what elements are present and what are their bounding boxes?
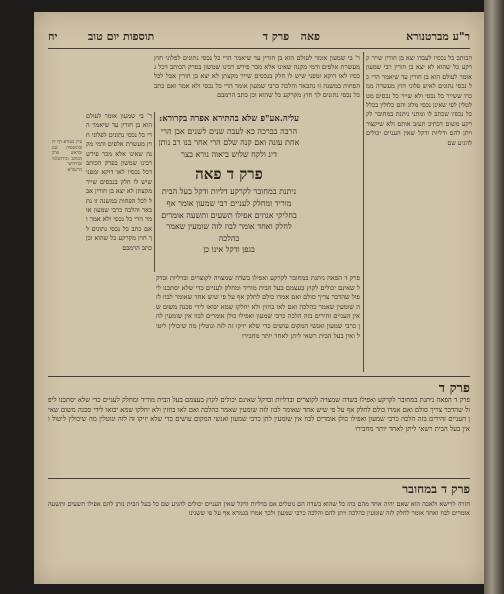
header-folio: יח (48, 30, 58, 43)
left-commentary-column (86, 112, 152, 372)
mishnah-closing: בגפן ודקל אינו כן (203, 245, 255, 255)
footer-commentary-block (48, 500, 470, 572)
mishnah-chapter-body: ניתנת במחובר לקרקע דליות ודקל בעל הבית מוריד ומחלק לעניים רבי שמעון אומר אף בחליקי אגוזים אפילו תשעים ותשעה אומרים לחלק ואחד אומר לבוז לזה שומעין שאמר כהלכה (161, 187, 297, 243)
book-page (34, 12, 484, 584)
header-supercommentary: תוספות יום טוב (88, 30, 155, 43)
center-commentary-band (156, 274, 360, 374)
footer-chapter-heading: פרק ד במחובר (402, 482, 470, 496)
lower-rule (48, 478, 470, 479)
running-header (48, 30, 470, 46)
mishnah-text-block (156, 114, 302, 270)
margin-notes-text: עיין בגמרא דף יח ובתוספות שם ובראש פרק הכותב ובירושלמי ובחידושי הרשב"א (52, 140, 82, 173)
margin-notes (52, 140, 82, 184)
column-divider-left (154, 112, 155, 272)
center-commentary-text: פרק ד הפאה ניתנת במחובר לקרקע ואפילו בשדה שמצויה לקוצרים ובדליות ובדקל שאינם יכולים לקוץ בעצמם בעל הבית מוריד ומחלק לעניים כדי שלא יסתכנו ליפול שהדבר צריך סולם ואם אמרו כולם לחלק אף על פי שיש אחד שאומר לבוז לזה שומעין שאמר כהלכה ואם לאו בוזזין ולא יחלקו שמא יבואו לידי סכנה משום שאין העניים זהירים בזה הלכה כרבי שמעון ואפילו כולן אומרים לבוז אין שומעין להן כרבי שמעון ואנשי המקום עושים כדי שלא יזיקו זה לזה ונוטלין מה שיכולין ליטול ואין בעל הבית רשאי ליתן לאחד יותר מחבירו (156, 274, 360, 340)
left-commentary-column-top (154, 54, 360, 110)
header-commentary-title: ר"ע מברטנורא (406, 30, 470, 43)
column-divider-right (363, 52, 364, 372)
header-tractate: פאה (300, 30, 320, 43)
left-commentary-text: ר' בי שמעון אומר לעולם הוא בן חורין עד שיאמר הרי כל נכסי נתונים לפלוני חוץ מעשרת אלפים ודמי מקנה שאינו אלא מכר פירש רבינו שמשון בפרק הכותב דכל נכסיו לאו דוקא ומפני שיש לו חלק בנכסים שייר מקצתן לא יצא בן חורין אבל לכל הפחות במשנה זו נתבאר והלכה כרבי שמעון אומר הרי כל נכסי ולא אמר ואם כתב כל נכסי נתונים לך חוץ מקרקע כל שהוא וכן כתב הרמבם (154, 54, 360, 99)
right-commentary-column (366, 54, 472, 372)
mishnah-opening-line: עליה.אע"פ שלא בהתירא אפרה בקרורא: (159, 114, 299, 124)
right-commentary-text: הכותב כל נכסיו לעבדו יצא בן חורין שייר קרקע כל שהוא לא יצא בן חורין רבי שמעון אומר לעולם הוא בן חורין עד שיאמר הרי כל נכסי נתונים לאיש פלוני חוץ מעשרה ממכרו ששייר כל נכסי ולא שייר כל נכסים מטלטלין לפי שאינן נכסי מלוג והם כלולין בכלל כל נכסיו שכתב לו ומתני ניתנת במחובר לקרקע משום דכתיב תעזב אותם ולא שיקצור ויתן להם ודליות ודקל שאין העניים יכולים להגיע שם (366, 54, 472, 147)
footer-commentary-text: חזרה לרישא ולאכה הוא שאם יהיה אחד מהם בוזז כל שהוא בשדה הם נוטלים אם בדליות ודקל שאין העניים יכולים להגיע שם כל בעל הבית נותן להם אפילו תשעים ותשעה אומרים לבוז ואחד אומר לחלק לזה שומעין כהלכה ויתן להם והלכה כרבי שמעון ולכך אמרו בגמרא אף על פי ששנינו (48, 500, 470, 518)
mishnah-chapter-heading: פרק ד פאה (195, 165, 263, 184)
bottom-commentary-block (48, 396, 470, 472)
left-commentary-text-continued: ר' בי שמעון אומר לעולם הוא בן חורין עד שיאמר הרי כל נכסי נתונים לפלוני חוץ מעשרת אלפים ודמי מקנה שאינו אלא מכר פירש רבינו שמשון בפרק הכותב דכל נכסיו לאו דוקא ומפני שיש לו חלק בנכסים שייר מקצתן לא יצא בן חורין אבל לכל הפחות במשנה זו נתבאר והלכה כרבי שמעון אומר הרי כל נכסי ולא אמר ואם כתב כל נכסי נתונים לך חוץ מקרקע כל שהוא וכן כתב הרמבם (86, 112, 152, 252)
header-tractate-chapter (263, 30, 320, 43)
header-chapter: פרק ד (262, 30, 290, 43)
mishnah-body: הרבה בברכה כא לעבה שנים לשנים אבן הרי אחת עונה ואם קנה שלם הרי אחר בנו רב נותן דינ ולקח שלוש ביאוה נורא בצר (158, 126, 300, 159)
bottom-commentary-text: פרק ד הפאה ניתנת במחובר לקרקע ואפילו בשדה שמצויה לקוצרים ובדליות ובדקל שאינם יכולים לקוץ בעצמם בעל הבית מוריד ומחלק לעניים כדי שלא יסתכנו ליפול שהדבר צריך סולם ואם אמרו כולם לחלק אף על פי שיש אחד שאומר לבוז לזה שומעין שאמר כהלכה ואם לאו בוזזין ולא יחלקו שמא יבואו לידי סכנה משום שאין העניים זהירים בזה הלכה כרבי שמעון ואפילו כולן אומרים לבוז אין שומעין להן כרבי שמעון ואנשי המקום עושים כדי שלא יזיקו זה לזה ונוטלין מה שיכולין ליטול ואין בעל הבית רשאי ליתן לאחד יותר מחבירו (48, 396, 470, 433)
bottom-chapter-heading: פרק ד (438, 381, 470, 396)
header-rule (48, 48, 470, 49)
binding-edge (484, 0, 504, 594)
middle-rule (48, 376, 470, 377)
